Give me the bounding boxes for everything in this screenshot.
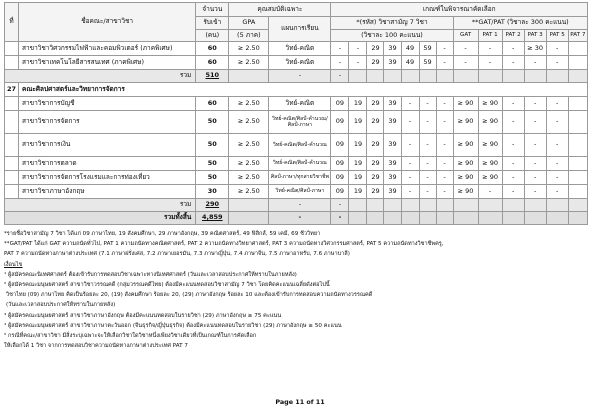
- note-line: เงื่อนไข: [4, 261, 23, 268]
- subject-score: 39: [384, 42, 401, 56]
- col-seats-header-3: (คน): [196, 30, 229, 42]
- subject-score: 19: [349, 157, 367, 171]
- gat-score: -: [502, 97, 524, 111]
- grand-total-seats: 4,859: [196, 212, 229, 225]
- subject-score: 59: [419, 42, 436, 56]
- subtotal-cell: [419, 70, 436, 83]
- gat-score: [568, 42, 587, 56]
- gat-score: -: [546, 134, 568, 157]
- col-seven-header: *(รหัส) วิชาสามัญ 7 วิชา: [331, 17, 453, 30]
- program-name: สาขาวิชาภาษาอังกฤษ: [19, 185, 196, 199]
- subtotal-cell: [524, 199, 546, 212]
- subtotal-cell: [419, 199, 436, 212]
- subject-score: 39: [384, 185, 401, 199]
- seats-value: 60: [196, 97, 229, 111]
- study-plan-line: วิทย์-คณิต/ศิลป์-คำนวณ: [272, 160, 327, 167]
- subtotal-cell: [229, 199, 269, 212]
- program-name: สาขาวิชาวิศวกรรมไฟฟ้าและคอมพิวเตอร์ (ภาคพิเศษ): [19, 42, 196, 56]
- study-plan: [269, 134, 331, 157]
- subject-score: 19: [349, 134, 367, 157]
- gpa-value: ≥ 2.50: [229, 111, 269, 134]
- subject-score: -: [436, 97, 453, 111]
- note-line: *รายชื่อวิชาสามัญ 7 วิชา ได้แก่ 09 ภาษาไทย, 19 สังคมศึกษา, 29 ภาษาอังกฤษ, 39 คณิตศาสตร์, 49 ฟิสิกส์, 59 เคมี, 69 ชีววิทยา: [4, 231, 321, 237]
- gat-score: -: [524, 111, 546, 134]
- program-name: สาขาวิชาการบัญชี: [19, 97, 196, 111]
- subject-score: -: [401, 111, 419, 134]
- table-body: [5, 42, 588, 225]
- gat-score: ≥ 90: [453, 111, 478, 134]
- table-row: [5, 171, 588, 185]
- subject-score: -: [401, 134, 419, 157]
- subtotal-row: [5, 199, 588, 212]
- subject-score: -: [436, 111, 453, 134]
- subtotal-seats: 290: [196, 199, 229, 212]
- gpa-value: ≥ 2.50: [229, 42, 269, 56]
- study-plan: [269, 171, 331, 185]
- subject-score: 19: [349, 111, 367, 134]
- gat-score: ≥ 90: [478, 111, 502, 134]
- gat-col-header: PAT 3: [524, 30, 546, 42]
- grand-total-cell: [436, 212, 453, 225]
- grand-total-cell: [546, 212, 568, 225]
- gpa-value: ≥ 2.50: [229, 134, 269, 157]
- subject-score: -: [331, 42, 349, 56]
- col-gpa-header-2: (5 ภาค): [229, 30, 269, 42]
- row-no: [5, 56, 19, 70]
- subject-score: -: [419, 171, 436, 185]
- gat-col-header: PAT 2: [502, 30, 524, 42]
- gat-score: -: [546, 56, 568, 70]
- subtotal-cell: [478, 70, 502, 83]
- subtotal-cell: -: [331, 70, 349, 83]
- row-no: [5, 171, 19, 185]
- subject-score: 59: [419, 56, 436, 70]
- seats-value: 60: [196, 56, 229, 70]
- subject-score: 19: [349, 171, 367, 185]
- document-page: [4, 2, 594, 351]
- subtotal-cell: [349, 199, 367, 212]
- grand-total-cell: [478, 212, 502, 225]
- subject-score: 29: [367, 185, 384, 199]
- seats-value: 50: [196, 171, 229, 185]
- seats-value: 50: [196, 134, 229, 157]
- table-row: [5, 56, 588, 70]
- grand-total-cell: [524, 212, 546, 225]
- program-name: สาขาวิชาการตลาด: [19, 157, 196, 171]
- subject-score: 19: [349, 185, 367, 199]
- gat-score: [568, 171, 587, 185]
- gat-score: -: [502, 42, 524, 56]
- subject-score: -: [331, 56, 349, 70]
- note-line: ⁵ กรณีที่คณะ/สาขาวิชา มีสิ่งระบุเฉพาะจะให้เลือกวิชาใดวิชาหนึ่งเพียงวิชาเดียวที่เป็นเกณฑ์ในการคัดเลือก: [4, 333, 257, 340]
- gat-col-header: PAT 1: [478, 30, 502, 42]
- subject-score: 49: [401, 42, 419, 56]
- col-gpa-header: GPA: [229, 17, 269, 30]
- subtotal-cell: [568, 199, 587, 212]
- col-qual-header: คุณสมบัติเฉพาะ: [229, 3, 331, 17]
- grand-total-cell: -: [331, 212, 349, 225]
- note-line: PAT 7 ความถนัดทางภาษาต่างประเทศ (7.1 ภาษาฝรั่งเศส, 7.2 ภาษาเยอรมัน, 7.3 ภาษาญี่ปุ่น, 7.4 ภาษาจีน, 7.5 ภาษาอาหรับ, 7.6 ภาษาบาลี): [4, 251, 350, 258]
- study-plan-line-2: ศิลป์-ภาษา: [287, 122, 313, 128]
- subtotal-cell: [367, 70, 384, 83]
- subject-score: 09: [331, 171, 349, 185]
- gat-score: -: [502, 56, 524, 70]
- page-footer: Page 11 of 11: [275, 398, 325, 406]
- subject-score: 29: [367, 56, 384, 70]
- gat-score: -: [453, 42, 478, 56]
- subject-score: 39: [384, 56, 401, 70]
- subtotal-cell: [436, 199, 453, 212]
- subject-score: -: [401, 157, 419, 171]
- note-line: วิชาไทย (09) ภาษาไทย คิดเป็นร้อยละ 20, (19) สังคมศึกษา ร้อยละ 20, (29) ภาษาอังกฤษ ร้อยละ 10 และต้องเข้ารับการทดสอบความถนัดทางวรรณคดี: [6, 292, 373, 299]
- subject-score: -: [419, 157, 436, 171]
- subject-score: 29: [367, 42, 384, 56]
- row-no: [5, 134, 19, 157]
- gat-score: -: [502, 157, 524, 171]
- gat-score: [568, 56, 587, 70]
- subtotal-cell: [349, 70, 367, 83]
- row-no: [5, 185, 19, 199]
- seats-value: 60: [196, 42, 229, 56]
- gat-score: ≥ 90: [453, 171, 478, 185]
- subtotal-cell: [436, 70, 453, 83]
- col-seats-header-2: รับเข้า: [196, 17, 229, 30]
- subtotal-cell: [367, 199, 384, 212]
- subject-score: 09: [331, 134, 349, 157]
- faculty-no: 27: [5, 83, 19, 97]
- subject-score: 39: [384, 157, 401, 171]
- subject-score: 39: [384, 97, 401, 111]
- row-no: [5, 157, 19, 171]
- gat-score: -: [546, 171, 568, 185]
- subject-score: -: [401, 97, 419, 111]
- subtotal-cell: [401, 70, 419, 83]
- subject-score: -: [401, 185, 419, 199]
- subtotal-cell: [502, 199, 524, 212]
- subject-score: -: [436, 171, 453, 185]
- subtotal-cell: -: [331, 199, 349, 212]
- study-plan: [269, 185, 331, 199]
- grand-total-cell: -: [269, 212, 331, 225]
- program-name: สาขาวิชาการจัดการโรงแรมและการท่องเที่ยว: [19, 171, 196, 185]
- study-plan-line: วิทย์-คณิต: [285, 43, 315, 52]
- subject-score: 29: [367, 111, 384, 134]
- subject-score: -: [436, 56, 453, 70]
- subject-score: 09: [331, 185, 349, 199]
- gat-score: ≥ 90: [478, 171, 502, 185]
- subject-score: 39: [384, 134, 401, 157]
- subject-score: -: [349, 56, 367, 70]
- subtotal-cell: -: [269, 70, 331, 83]
- subtotal-cell: [502, 70, 524, 83]
- subtotal-cell: [401, 199, 419, 212]
- col-faculty-header: ชื่อคณะ/สาขาวิชา: [19, 3, 196, 42]
- gat-score: -: [524, 171, 546, 185]
- grand-total-cell: [367, 212, 384, 225]
- gat-score: ≥ 90: [478, 157, 502, 171]
- subject-score: 39: [384, 111, 401, 134]
- col-seven-sub-header: (วิชาละ 100 คะแนน): [331, 30, 453, 42]
- subject-score: 49: [401, 56, 419, 70]
- seats-value: 30: [196, 185, 229, 199]
- subject-score: -: [419, 97, 436, 111]
- table-row: [5, 157, 588, 171]
- faculty-name: คณะศิลปศาสตร์และวิทยาการจัดการ: [19, 83, 588, 97]
- note-line: (วันและเวลาสอบประกาศให้ทราบในภายหลัง): [6, 302, 116, 309]
- gat-score: -: [453, 56, 478, 70]
- subject-score: 09: [331, 97, 349, 111]
- subtotal-cell: [546, 70, 568, 83]
- subtotal-seats: 510: [196, 70, 229, 83]
- program-name: สาขาวิชาการจัดการ: [19, 111, 196, 134]
- table-row: [5, 97, 588, 111]
- gat-col-header: PAT 7: [568, 30, 587, 42]
- col-gat-header: **GAT/PAT (วิชาละ 300 คะแนน): [453, 17, 587, 30]
- grand-total-cell: [401, 212, 419, 225]
- gat-score: -: [524, 134, 546, 157]
- admission-table: [4, 2, 588, 225]
- gat-score: ≥ 90: [453, 157, 478, 171]
- grand-total-row: [5, 212, 588, 225]
- gat-score: [568, 134, 587, 157]
- study-plan: [269, 42, 331, 56]
- study-plan-line: วิทย์-คณิต/ศิลป์-คำนวณ: [272, 141, 327, 148]
- subject-score: -: [436, 157, 453, 171]
- seats-value: 50: [196, 111, 229, 134]
- grand-total-cell: [502, 212, 524, 225]
- seats-value: 50: [196, 157, 229, 171]
- subject-score: -: [401, 171, 419, 185]
- gat-score: ≥ 90: [478, 97, 502, 111]
- grand-total-label: รวมทั้งสิ้น: [5, 212, 196, 225]
- table-row: [5, 134, 588, 157]
- gat-score: -: [478, 56, 502, 70]
- subtotal-cell: [546, 199, 568, 212]
- gat-col-header: GAT: [453, 30, 478, 42]
- table-header: [5, 3, 588, 42]
- gat-score: -: [524, 56, 546, 70]
- subtotal-row: [5, 70, 588, 83]
- note-line: **GAT/PAT ได้แก่ GAT ความถนัดทั่วไป, PAT 1 ความถนัดทางคณิตศาสตร์, PAT 2 ความถนัดทางวิทยาศาสตร์, PAT 3 ความถนัดทางวิศวกรรมศาสตร์, PAT 5 ความถนัดทางวิชาชีพครู,: [4, 241, 444, 248]
- subtotal-label: รวม: [5, 70, 196, 83]
- subtotal-cell: [453, 199, 478, 212]
- subject-score: -: [349, 42, 367, 56]
- col-seats-header: จำนวน: [196, 3, 229, 17]
- study-plan-line: วิทย์-คณิต: [285, 98, 315, 107]
- grand-total-cell: [349, 212, 367, 225]
- col-no-header: ที่: [5, 3, 19, 42]
- subject-score: 29: [367, 134, 384, 157]
- gat-score: [568, 157, 587, 171]
- col-program-header: แผนการเรียน: [269, 17, 331, 42]
- grand-total-cell: [229, 212, 269, 225]
- gat-score: -: [524, 97, 546, 111]
- program-name: สาขาวิชาเทคโนโลยีสารสนเทศ (ภาคพิเศษ): [19, 56, 196, 70]
- gat-score: -: [546, 185, 568, 199]
- row-no: [5, 42, 19, 56]
- gat-score: -: [478, 185, 502, 199]
- gat-score: -: [546, 157, 568, 171]
- subject-score: -: [419, 111, 436, 134]
- table-row: [5, 42, 588, 56]
- faculty-row: [5, 83, 588, 97]
- subtotal-cell: [384, 199, 401, 212]
- gpa-value: ≥ 2.50: [229, 97, 269, 111]
- gat-score: -: [502, 134, 524, 157]
- gat-score: ≥ 90: [453, 185, 478, 199]
- gat-score: [568, 111, 587, 134]
- table-row: [5, 185, 588, 199]
- subject-score: 39: [384, 171, 401, 185]
- gat-score: -: [524, 157, 546, 171]
- row-no: [5, 97, 19, 111]
- note-line: ³ ผู้สมัครคณะมนุษยศาสตร์ สาขาวิชาภาษาอังกฤษ ต้องมีคะแนนทดสอบในรายวิชา (29) ภาษาอังกฤษ ≥ 75 คะแนน: [4, 312, 282, 319]
- col-criteria-header: เกณฑ์ในพิจารณาคัดเลือก: [331, 3, 588, 17]
- gat-score: ≥ 90: [453, 97, 478, 111]
- gat-col-header: PAT 5: [546, 30, 568, 42]
- subject-score: -: [436, 185, 453, 199]
- program-name: สาขาวิชาการเงิน: [19, 134, 196, 157]
- subtotal-label: รวม: [5, 199, 196, 212]
- subject-score: 09: [331, 157, 349, 171]
- subject-score: 29: [367, 171, 384, 185]
- gat-score: -: [546, 42, 568, 56]
- gat-score: -: [502, 185, 524, 199]
- gpa-value: ≥ 2.50: [229, 157, 269, 171]
- gpa-value: ≥ 2.50: [229, 56, 269, 70]
- study-plan: [269, 157, 331, 171]
- gpa-value: ≥ 2.50: [229, 185, 269, 199]
- subtotal-cell: [478, 199, 502, 212]
- gat-score: -: [546, 111, 568, 134]
- table-row: [5, 111, 588, 134]
- note-line: ⁴ ผู้สมัครคณะมนุษยศาสตร์ สาขาวิชาภาษาตะวันออก (จีนธุรกิจ/ญี่ปุ่นธุรกิจ) ต้องมีคะแนนทดสอบในรายวิชา (29) ภาษาอังกฤษ ≥ 50 คะแนน: [4, 322, 342, 329]
- subject-score: -: [436, 42, 453, 56]
- note-line: ให้เลือกได้ 1 วิชา จากการทดสอบวิชาความถนัดทางภาษาต่างประเทศ PAT 7: [4, 343, 188, 350]
- row-no: [5, 111, 19, 134]
- gpa-value: ≥ 2.50: [229, 171, 269, 185]
- gat-score: -: [502, 111, 524, 134]
- subtotal-cell: -: [269, 199, 331, 212]
- gat-score: -: [546, 97, 568, 111]
- note-line: ¹ ผู้สมัครคณะนิเทศศาสตร์ ต้องเข้ารับการทดสอบวิชาเฉพาะทางนิเทศศาสตร์ (วันและเวลาสอบประกาศให้ทราบในภายหลัง): [4, 271, 297, 278]
- subtotal-cell: [384, 70, 401, 83]
- gat-score: ≥ 30: [524, 42, 546, 56]
- subject-score: 29: [367, 157, 384, 171]
- gat-score: [568, 97, 587, 111]
- subtotal-cell: [524, 70, 546, 83]
- subtotal-cell: [453, 70, 478, 83]
- grand-total-cell: [419, 212, 436, 225]
- gat-score: -: [502, 171, 524, 185]
- grand-total-cell: [568, 212, 587, 225]
- subject-score: 09: [331, 111, 349, 134]
- study-plan-line: ศิลป์-ภาษา/ทุกสายวิชาชีพ: [270, 174, 329, 181]
- gat-score: -: [478, 42, 502, 56]
- subject-score: 19: [349, 97, 367, 111]
- gat-score: ≥ 90: [453, 134, 478, 157]
- subtotal-cell: [568, 70, 587, 83]
- notes-section: [4, 229, 588, 351]
- gat-score: -: [524, 185, 546, 199]
- gat-score: [568, 185, 587, 199]
- subtotal-cell: [229, 70, 269, 83]
- subject-score: -: [419, 185, 436, 199]
- study-plan-line: วิทย์-คณิต/ศิลป์-ภาษา: [275, 188, 325, 195]
- study-plan-line: วิทย์-คณิต: [285, 57, 315, 66]
- note-line: ² ผู้สมัครคณะมนุษยศาสตร์ สาขาวิชาวรรณคดี (กลุ่มวรรณคดีไทย) ต้องมีคะแนนทดสอบวิชาสามัญ 7 วิชา โดยคิดคะแนนเฉลี่ยดังต่อไปนี้: [4, 282, 330, 289]
- subject-score: -: [419, 134, 436, 157]
- gat-score: ≥ 90: [478, 134, 502, 157]
- grand-total-cell: [453, 212, 478, 225]
- study-plan: [269, 111, 331, 134]
- study-plan: [269, 97, 331, 111]
- study-plan: [269, 56, 331, 70]
- subject-score: 29: [367, 97, 384, 111]
- subject-score: -: [436, 134, 453, 157]
- study-plan-line: วิทย์-คณิต/ศิลป์-คำนวณ/: [272, 115, 328, 122]
- grand-total-cell: [384, 212, 401, 225]
